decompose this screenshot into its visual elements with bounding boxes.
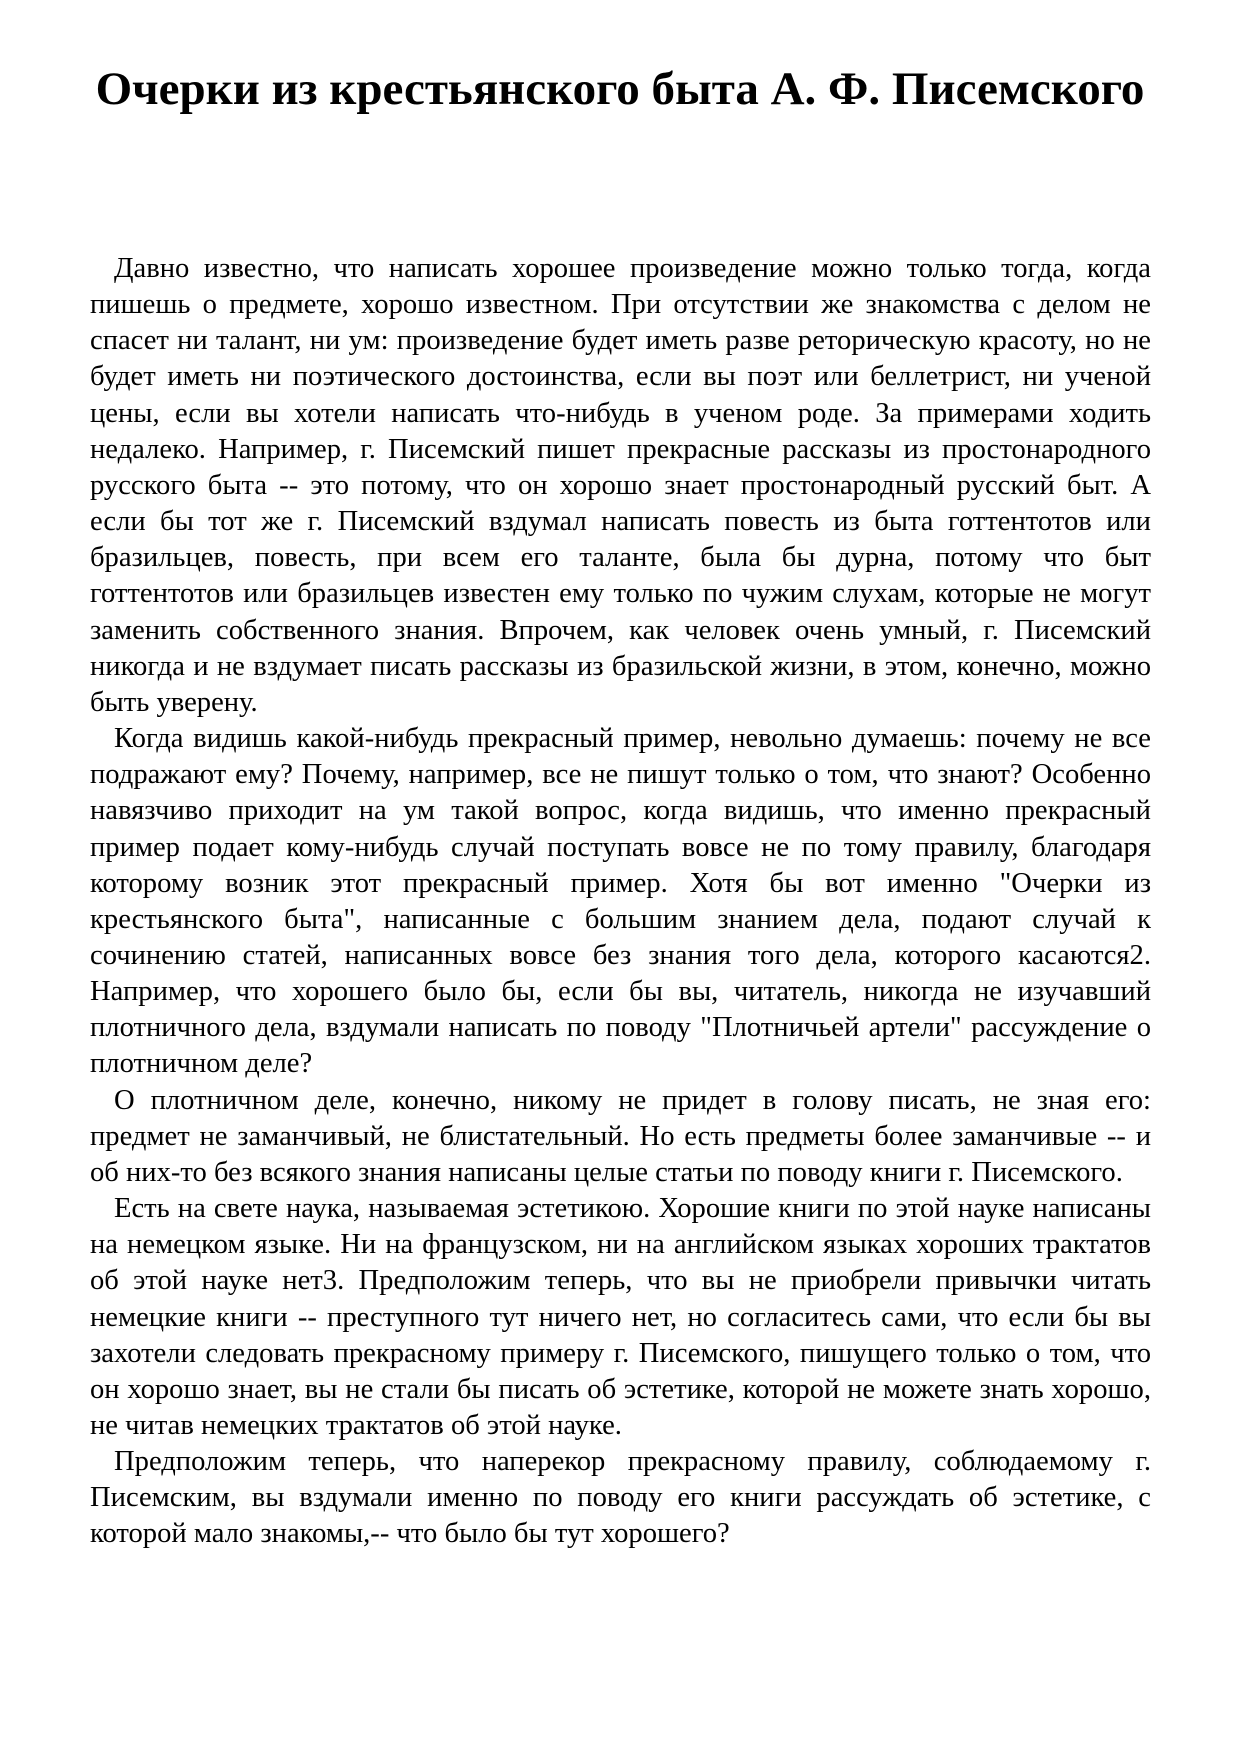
document-body — [90, 251, 1151, 1553]
paragraph: Есть на свете наука, называемая эстетикою. Хорошие книги по этой науке написаны на немецком языке. Ни на французском, ни на английском языках хороших трактатов об этой науке нет3. Предположим теперь, что вы не приобрели привычки читать немецкие книги -- преступного тут ничего нет, но согласитесь сами, что если бы вы захотели следовать прекрасному примеру г. Писемского, пишущего только о том, что он хорошо знает, вы не стали бы писать об эстетике, которой не можете знать хорошо, не читав немецких трактатов об этой науке. — [90, 1193, 1151, 1441]
paragraph: О плотничном деле, конечно, никому не придет в голову писать, не зная его: предмет не заманчивый, не блистательный. Но есть предметы более заманчивые -- и об них-то без всякого знания написаны целые статьи по поводу книги г. Писемского. — [90, 1084, 1151, 1188]
paragraph: Давно известно, что написать хорошее произведение можно только тогда, когда пишешь о предмете, хорошо известном. При отсутствии же знакомства с делом не спасет ни талант, ни ум: произведение будет иметь разве реторическую красоту, но не будет иметь ни поэтического достоинства, если вы поэт или беллетрист, ни ученой цены, если вы хотели написать что-нибудь в ученом роде. За примерами ходить недалеко. Например, г. Писемский пишет прекрасные рассказы из простонародного русского быта -- это потому, что он хорошо знает простонародный русский быт. А если бы тот же г. Писемский вздумал написать повесть из быта готтентотов или бразильцев, повесть, при всем его таланте, была бы дурна, потому что быт готтентотов или бразильцев известен ему только по чужим слухам, которые не могут заменить собственного знания. Впрочем, как человек очень умный, г. Писемский никогда и не вздумает писать рассказы из бразильской жизни, в этом, конечно, можно быть уверену. — [90, 253, 1151, 718]
document-title: Очерки из крестьянского быта А. Ф. Писемского — [95, 63, 1145, 115]
paragraph: Предположим теперь, что наперекор прекрасному правилу, соблюдаемому г. Писемским, вы вздумали именно по поводу его книги рассуждать об эстетике, с которой мало знакомы,-- что было бы тут хорошего? — [90, 1446, 1151, 1550]
paragraph: Когда видишь какой-нибудь прекрасный пример, невольно думаешь: почему не все подражают ему? Почему, например, все не пишут только о том, что знают? Особенно навязчиво приходит на ум такой вопрос, когда видишь, что именно прекрасный пример подает кому-нибудь случай поступать вовсе не по тому правилу, благодаря которому возник этот прекрасный пример. Хотя бы вот именно "Очерки из крестьянского быта", написанные с большим знанием дела, подают случай к сочинению статей, написанных вовсе без знания того дела, которого касаются2. Например, что хорошего было бы, если бы вы, читатель, никогда не изучавший плотничного дела, вздумали написать по поводу "Плотничьей артели" рассуждение о плотничном деле? — [90, 723, 1151, 1080]
